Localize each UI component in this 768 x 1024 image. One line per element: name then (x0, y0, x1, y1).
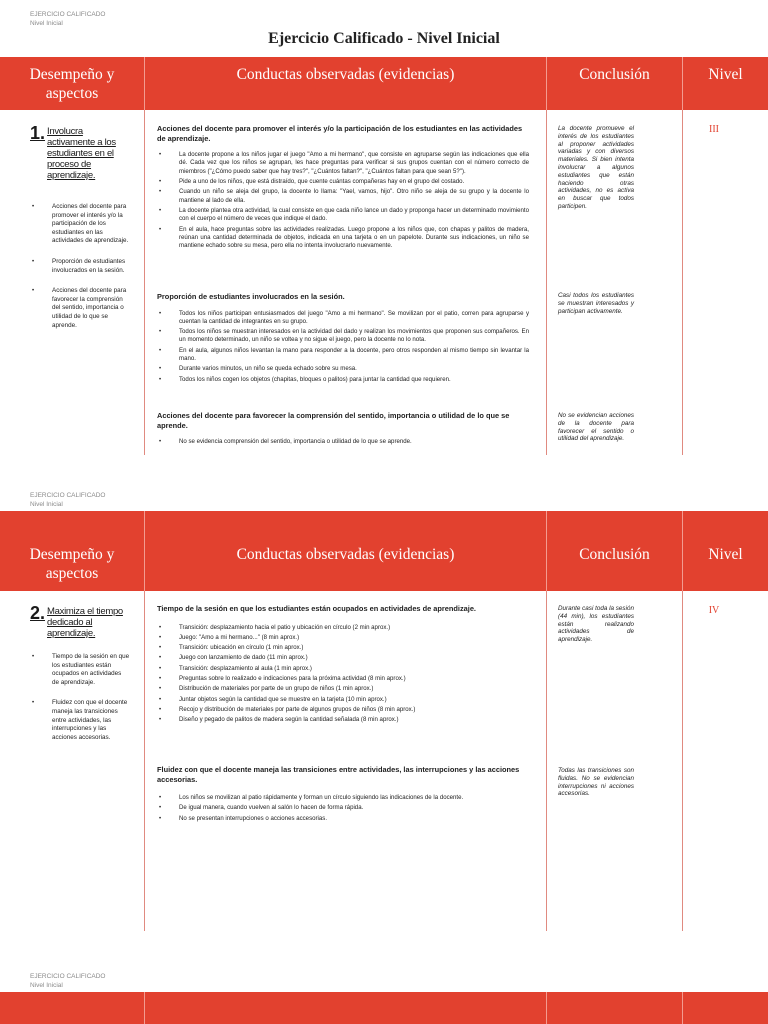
aspects-list (30, 203, 130, 330)
list-item: • Cuando un niño se aleja del grupo, la docente lo llama: "Yael, vamos, hijo". Otro niño se aleja de su grupo y la docente lo mantiene al lado de ella. (157, 188, 529, 205)
evidence-1-section-1 (157, 124, 529, 252)
list-item: • Transición: desplazamiento hacia el patio y ubicación en círculo (2 min aprox.) (157, 624, 529, 632)
conclusion-1-2: Casi todos los estudiantes se muestran interesados y participan activamente. (558, 292, 634, 315)
criterion-number: 1. (30, 123, 46, 143)
list-item: • Pide a uno de los niños, que está distraído, que cuente cuántas compañeras hay en el grupo del costado. (157, 178, 529, 186)
header-nivel: Nivel (708, 66, 743, 83)
section-heading: Proporción de estudiantes involucrados en la sesión. (157, 292, 345, 301)
header-conclusion: Conclusión (579, 546, 650, 563)
level-value: IV (708, 605, 720, 616)
header-conductas: Conductas observadas (evidencias) (236, 66, 455, 83)
list-item: • De igual manera, cuando vuelven al salón lo hacen de forma rápida. (157, 804, 529, 812)
criterion-2 (30, 604, 130, 754)
list-item: • Distribución de materiales por parte de un grupo de niños (1 min aprox.) (157, 685, 529, 693)
list-item: • Los niños se movilizan al patio rápidamente y forman un círculo siguiendo las indicaciones de la docente. (157, 794, 529, 802)
header-desempeno: Desempeño y aspectos (29, 546, 115, 582)
list-item: • En el aula, algunos niños levantan la mano para responder a la docente, pero otros responden al mismo tiempo sin levantar la mano. (157, 347, 529, 364)
list-item: • En el aula, hace preguntas sobre las actividades realizadas. Luego propone a los niños que, con chapas y palitos de madera, reúnan una cantidad determinada de objetos, indicada en una tarjeta o en un papelote. Durante sus indicaciones, un niño se mantiene echado sobre su mesa, pero ella no intenta involucrarlo nuevamente. (157, 226, 529, 251)
list-item: • La docente plantea otra actividad, la cual consiste en que cada niño lance un dado y proponga hacer un determinado movimiento con el cuerpo el número de veces que indique el dado. (157, 207, 529, 224)
conclusion-1-1: La docente promueve el interés de los estudiantes al proponer actividades variadas y con diversos materiales. Si bien intenta involucrar a algunos estudiantes que están haciendo otras actividades, no es activa en buscar que todos participen. (558, 125, 634, 210)
level-value: III (709, 124, 719, 135)
list-item: • Fluidez con que el docente maneja las transiciones entre actividades, las interrupciones y las acciones accesorias. (30, 699, 130, 742)
list-item: • Juego con lanzamiento de dado (11 min aprox.) (157, 654, 529, 662)
table-header (0, 511, 768, 591)
list-item: • Transición: ubicación en círculo (1 min aprox.) (157, 644, 529, 652)
section-heading: Fluidez con que el docente maneja las transiciones entre actividades, las interrupciones y las acciones accesorias. (157, 765, 520, 784)
list-item: • Acciones del docente para favorecer la comprensión del sentido, importancia o utilidad de lo que se aprende. (30, 287, 130, 330)
list-item: • Tiempo de la sesión en que los estudiantes están ocupados en actividades de aprendizaje. (30, 653, 130, 687)
list-item: • No se evidencia comprensión del sentido, importancia o utilidad de lo que se aprende. (157, 438, 529, 446)
conclusion-1-3: No se evidencian acciones de la docente para favorecer el sentido o utilidad del aprendizaje. (558, 412, 634, 443)
list-item: • Juego: "Amo a mi hermano..." (8 min aprox.) (157, 634, 529, 642)
list-item: • Preguntas sobre lo realizado e indicaciones para la próxima actividad (8 min aprox.) (157, 675, 529, 683)
list-item: • Todos los niños cogen los objetos (chapitas, bloques o palitos) para juntar la cantidad que requieren. (157, 376, 529, 384)
header-conductas: Conductas observadas (evidencias) (236, 546, 455, 563)
section-heading: Acciones del docente para favorecer la comprensión del sentido, importancia o utilidad de lo que se aprende. (157, 411, 510, 430)
table-header (0, 57, 768, 110)
section-heading: Tiempo de la sesión en que los estudiantes están ocupados en actividades de aprendizaje. (157, 604, 476, 613)
conclusion-2-1: Durante casi toda la sesión (44 min), los estudiantes están realizando actividades de aprendizaje. (558, 605, 634, 644)
list-item: • Proporción de estudiantes involucrados en la sesión. (30, 258, 130, 275)
evidence-2-section-1 (157, 604, 529, 727)
list-item: • Todos los niños participan entusiasmados del juego "Amo a mi hermano". Se movilizan por el patio, corren para agruparse y cuentan la cantidad de integrantes en su grupo. (157, 310, 529, 327)
evidence-1-section-2 (157, 292, 529, 386)
evidence-2-section-2 (157, 765, 529, 825)
list-item: • Durante varios minutos, un niño se queda echado sobre su mesa. (157, 365, 529, 373)
table-header (0, 992, 768, 1024)
criterion-title: Maximiza el tiempo dedicado al aprendizaje. (47, 606, 123, 639)
conclusion-2-2: Todas las transiciones son fluidas. No se evidencian interrupciones ni acciones accesorias. (558, 767, 634, 798)
criterion-number: 2. (30, 603, 46, 623)
list-item: • Todos los niños se muestran interesados en la actividad del dado y realizan los movimientos que proponen sus compañeros. En un momento determinado, un niño se voltea y no sigue el juego, pero la docente no lo nota. (157, 328, 529, 345)
section-heading: Acciones del docente para promover el interés y/o la participación de los estudiantes en las actividades de aprendizaje. (157, 124, 523, 143)
criterion-1 (30, 124, 130, 342)
aspects-list (30, 653, 130, 742)
header-nivel: Nivel (708, 546, 743, 563)
page-label: EJERCICIO CALIFICADO Nivel Inicial (30, 11, 106, 27)
page-label: EJERCICIO CALIFICADO Nivel Inicial (30, 492, 106, 508)
list-item: • Acciones del docente para promover el interés y/o la participación de los estudiantes en las actividades de aprendizaje. (30, 203, 130, 246)
list-item: • Transición: desplazamiento al aula (1 min aprox.) (157, 665, 529, 673)
list-item: • Recojo y distribución de materiales por parte de algunos grupos de niños (8 min aprox.) (157, 706, 529, 714)
header-desempeno: Desempeño y aspectos (29, 66, 115, 102)
list-item: • Diseño y pegado de palitos de madera según la cantidad señalada (8 min aprox.) (157, 716, 529, 724)
page-label: EJERCICIO CALIFICADO Nivel Inicial (30, 973, 106, 989)
criterion-title: Involucra activamente a los estudiantes en el proceso de aprendizaje. (47, 126, 116, 181)
evidence-1-section-3 (157, 411, 529, 448)
list-item: • La docente propone a los niños jugar el juego "Amo a mi hermano", que consiste en agruparse según las indicaciones que ella dé. Cada vez que los niños se agrupan, les hace preguntas para verificar si sus grupos cuentan con el número correcto de miembros ("¿Cómo puedo saber que hay tres?", "¿Cuántos faltan?", "¿Cuántos faltan para que sean 5?"). (157, 151, 529, 176)
list-item: • No se presentan interrupciones o acciones accesorias. (157, 815, 529, 823)
header-conclusion: Conclusión (579, 66, 650, 83)
page-title: Ejercicio Calificado - Nivel Inicial (268, 30, 500, 47)
list-item: • Juntar objetos según la cantidad que se muestre en la tarjeta (10 min aprox.) (157, 696, 529, 704)
